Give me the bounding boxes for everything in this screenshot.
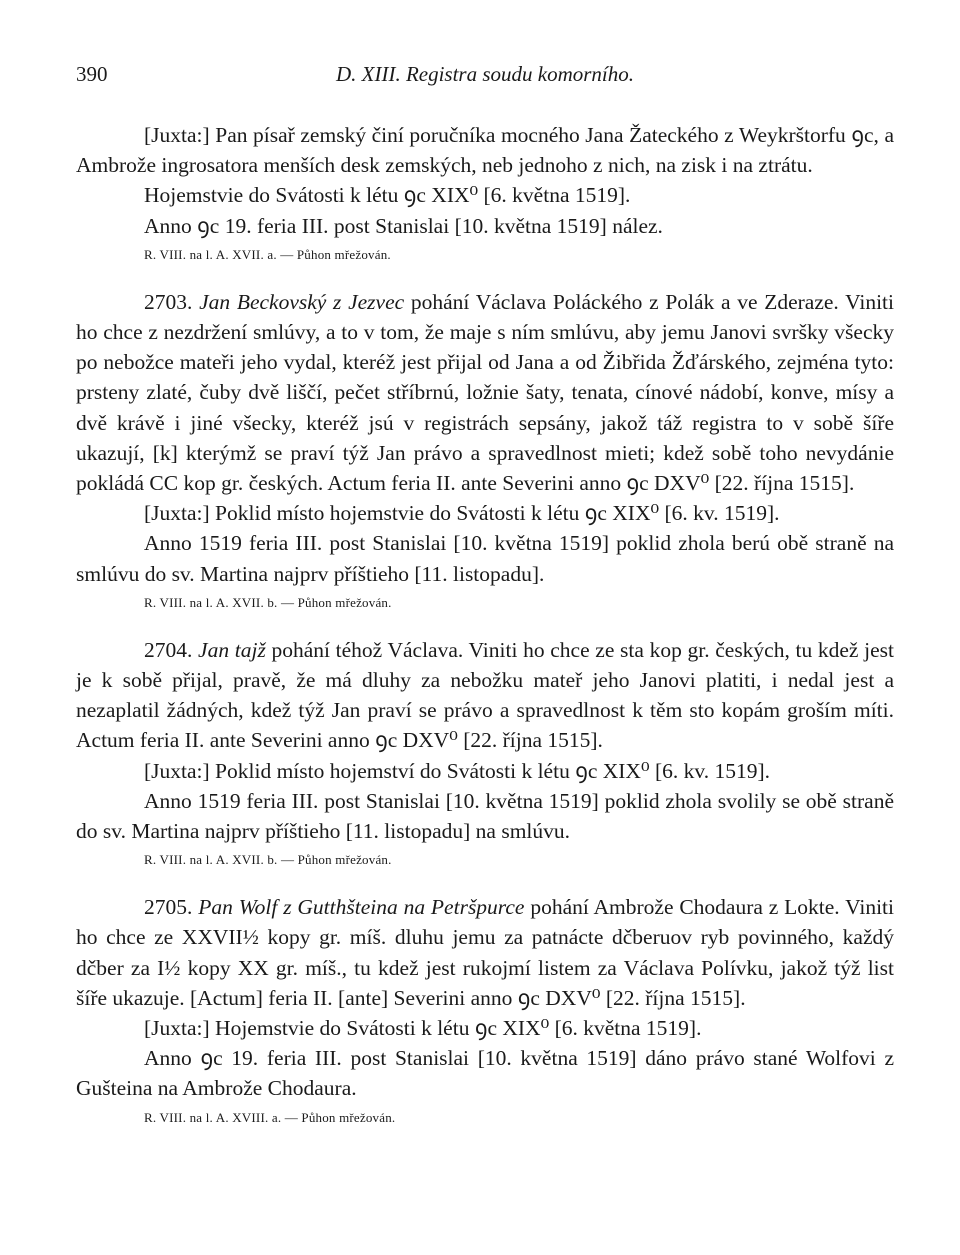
entry-party: Jan Beckovský z Jezvec (199, 289, 405, 314)
entry-juxta: [Juxta:] Poklid místo hojemstvie do Svátosti k létu ꝯc XIX⁰ [6. kv. 1519]. (144, 501, 780, 526)
running-title: D. XIII. Registra soudu komorního. (335, 62, 635, 86)
entry-anno: Anno 1519 feria III. post Stanislai [10. května 1519] poklid zhola svolily se obě straně do sv. Martina najprv příštieho [11. listopadu] na smlúvu. (76, 788, 894, 844)
entry-paragraph (76, 892, 894, 1013)
source-reference: R. VIII. na l. A. XVIII. a. — Půhon mřežován. (144, 1109, 396, 1125)
entry-paragraph (76, 635, 894, 756)
intro-line: Hojemstvie do Svátosti k létu ꝯc XIX⁰ [6. května 1519]. (144, 183, 631, 208)
entry-juxta: [Juxta:] Hojemstvie do Svátosti k létu ꝯc XIX⁰ [6. května 1519]. (144, 1016, 702, 1041)
entry-party: Pan Wolf z Gutthšteina na Petršpurce (198, 895, 525, 920)
entry-text: pohání Ambrože Chodaura z Lokte. Viniti ho chce ze XXVII½ kopy gr. míš. dluhu jemu za patnácte dčberuov ryb povinného, každý dčber za I½ kopy XX gr. míš., tu kdež jest rukojmí listem za Václava Polívku, jakož týž list šíře ukazuje. [Actum] feria II. [ante] Severini anno ꝯc DXV⁰ [22. října 1515]. (76, 895, 895, 1010)
intro-juxta: [Juxta:] Pan písař zemský činí poručníka mocného Jana Žateckého z Weykrštorfu ꝯc, a Ambrože ingrosatora menších desk zemských, neb jednoho z nich, na zisk i na ztrátu. (76, 123, 894, 178)
entry-party: Jan tajž (198, 637, 266, 662)
document-page (76, 62, 894, 1128)
source-reference: R. VIII. na l. A. XVII. b. — Půhon mřežován. (144, 594, 392, 610)
page-header (76, 62, 894, 92)
entry-anno: Anno ꝯc 19. feria III. post Stanislai [10. května 1519] dáno právo stané Wolfovi z Gušteina na Ambrože Chodaura. (76, 1046, 894, 1101)
source-reference: R. VIII. na l. A. XVII. b. — Půhon mřežován. (144, 852, 392, 868)
entry-anno: Anno 1519 feria III. post Stanislai [10. května 1519] poklid zhola berú obě straně na smlúvu do sv. Martina najprv příštieho [11. listopadu]. (76, 531, 894, 586)
entry-paragraph (76, 287, 894, 498)
source-reference: R. VIII. na l. A. XVII. a. — Půhon mřežován. (144, 246, 391, 262)
entry-text: pohání Václava Poláckého z Polák a ve Zderaze. Viniti ho chce z nezdržení smlúvy, a to v tom, že maje s ním smlúvu, aby jemu Janovi svršky všecky po nebožce mateři jeho vydal, kteréž jest přijal od Jana a od Žibřida Žďárského, zejména tyto: prsteny zlaté, čuby dvě liščí, pečet stříbrnú, ložnie šaty, tenata, cínové nádobí, konve, mísy a dvě krávě i jiné všecky, kteréž jsú v registrách sepsány, jakož táž registra to v sobě šíře ukazují, [k] kterýmž se praví týž Jan právo a spravedlnost mieti; kdež sobě toho nevydánie pokládá CC kop gr. českých. Actum feria II. ante Severini anno ꝯc DXV⁰ [22. října 1515]. (76, 289, 894, 496)
page-number: 390 (76, 62, 108, 86)
entry-2705 (76, 892, 894, 1127)
intro-block (76, 120, 894, 265)
intro-line: Anno ꝯc 19. feria III. post Stanislai [10. května 1519] nález. (144, 213, 663, 238)
entry-number: 2705. (144, 895, 193, 920)
entry-2703 (76, 287, 894, 613)
entry-text: pohání téhož Václava. Viniti ho chce ze sta kop gr. českých, tu kdež jest je k sobě přijal, pravě, že má dluhy za nebožku mateř jeho Janovi platiti, i nedal jest a nezaplatil žádných, kdež týž Jan praví se právo a spravedlnost k těm sto kopám groším míti. Actum feria II. ante Severini anno ꝯc DXV⁰ [22. října 1515]. (76, 637, 894, 753)
entry-juxta: [Juxta:] Poklid místo hojemství do Svátosti k létu ꝯc XIX⁰ [6. kv. 1519]. (144, 758, 770, 783)
entry-2704 (76, 635, 894, 870)
entry-number: 2703. (144, 289, 193, 314)
entry-number: 2704. (144, 637, 193, 662)
